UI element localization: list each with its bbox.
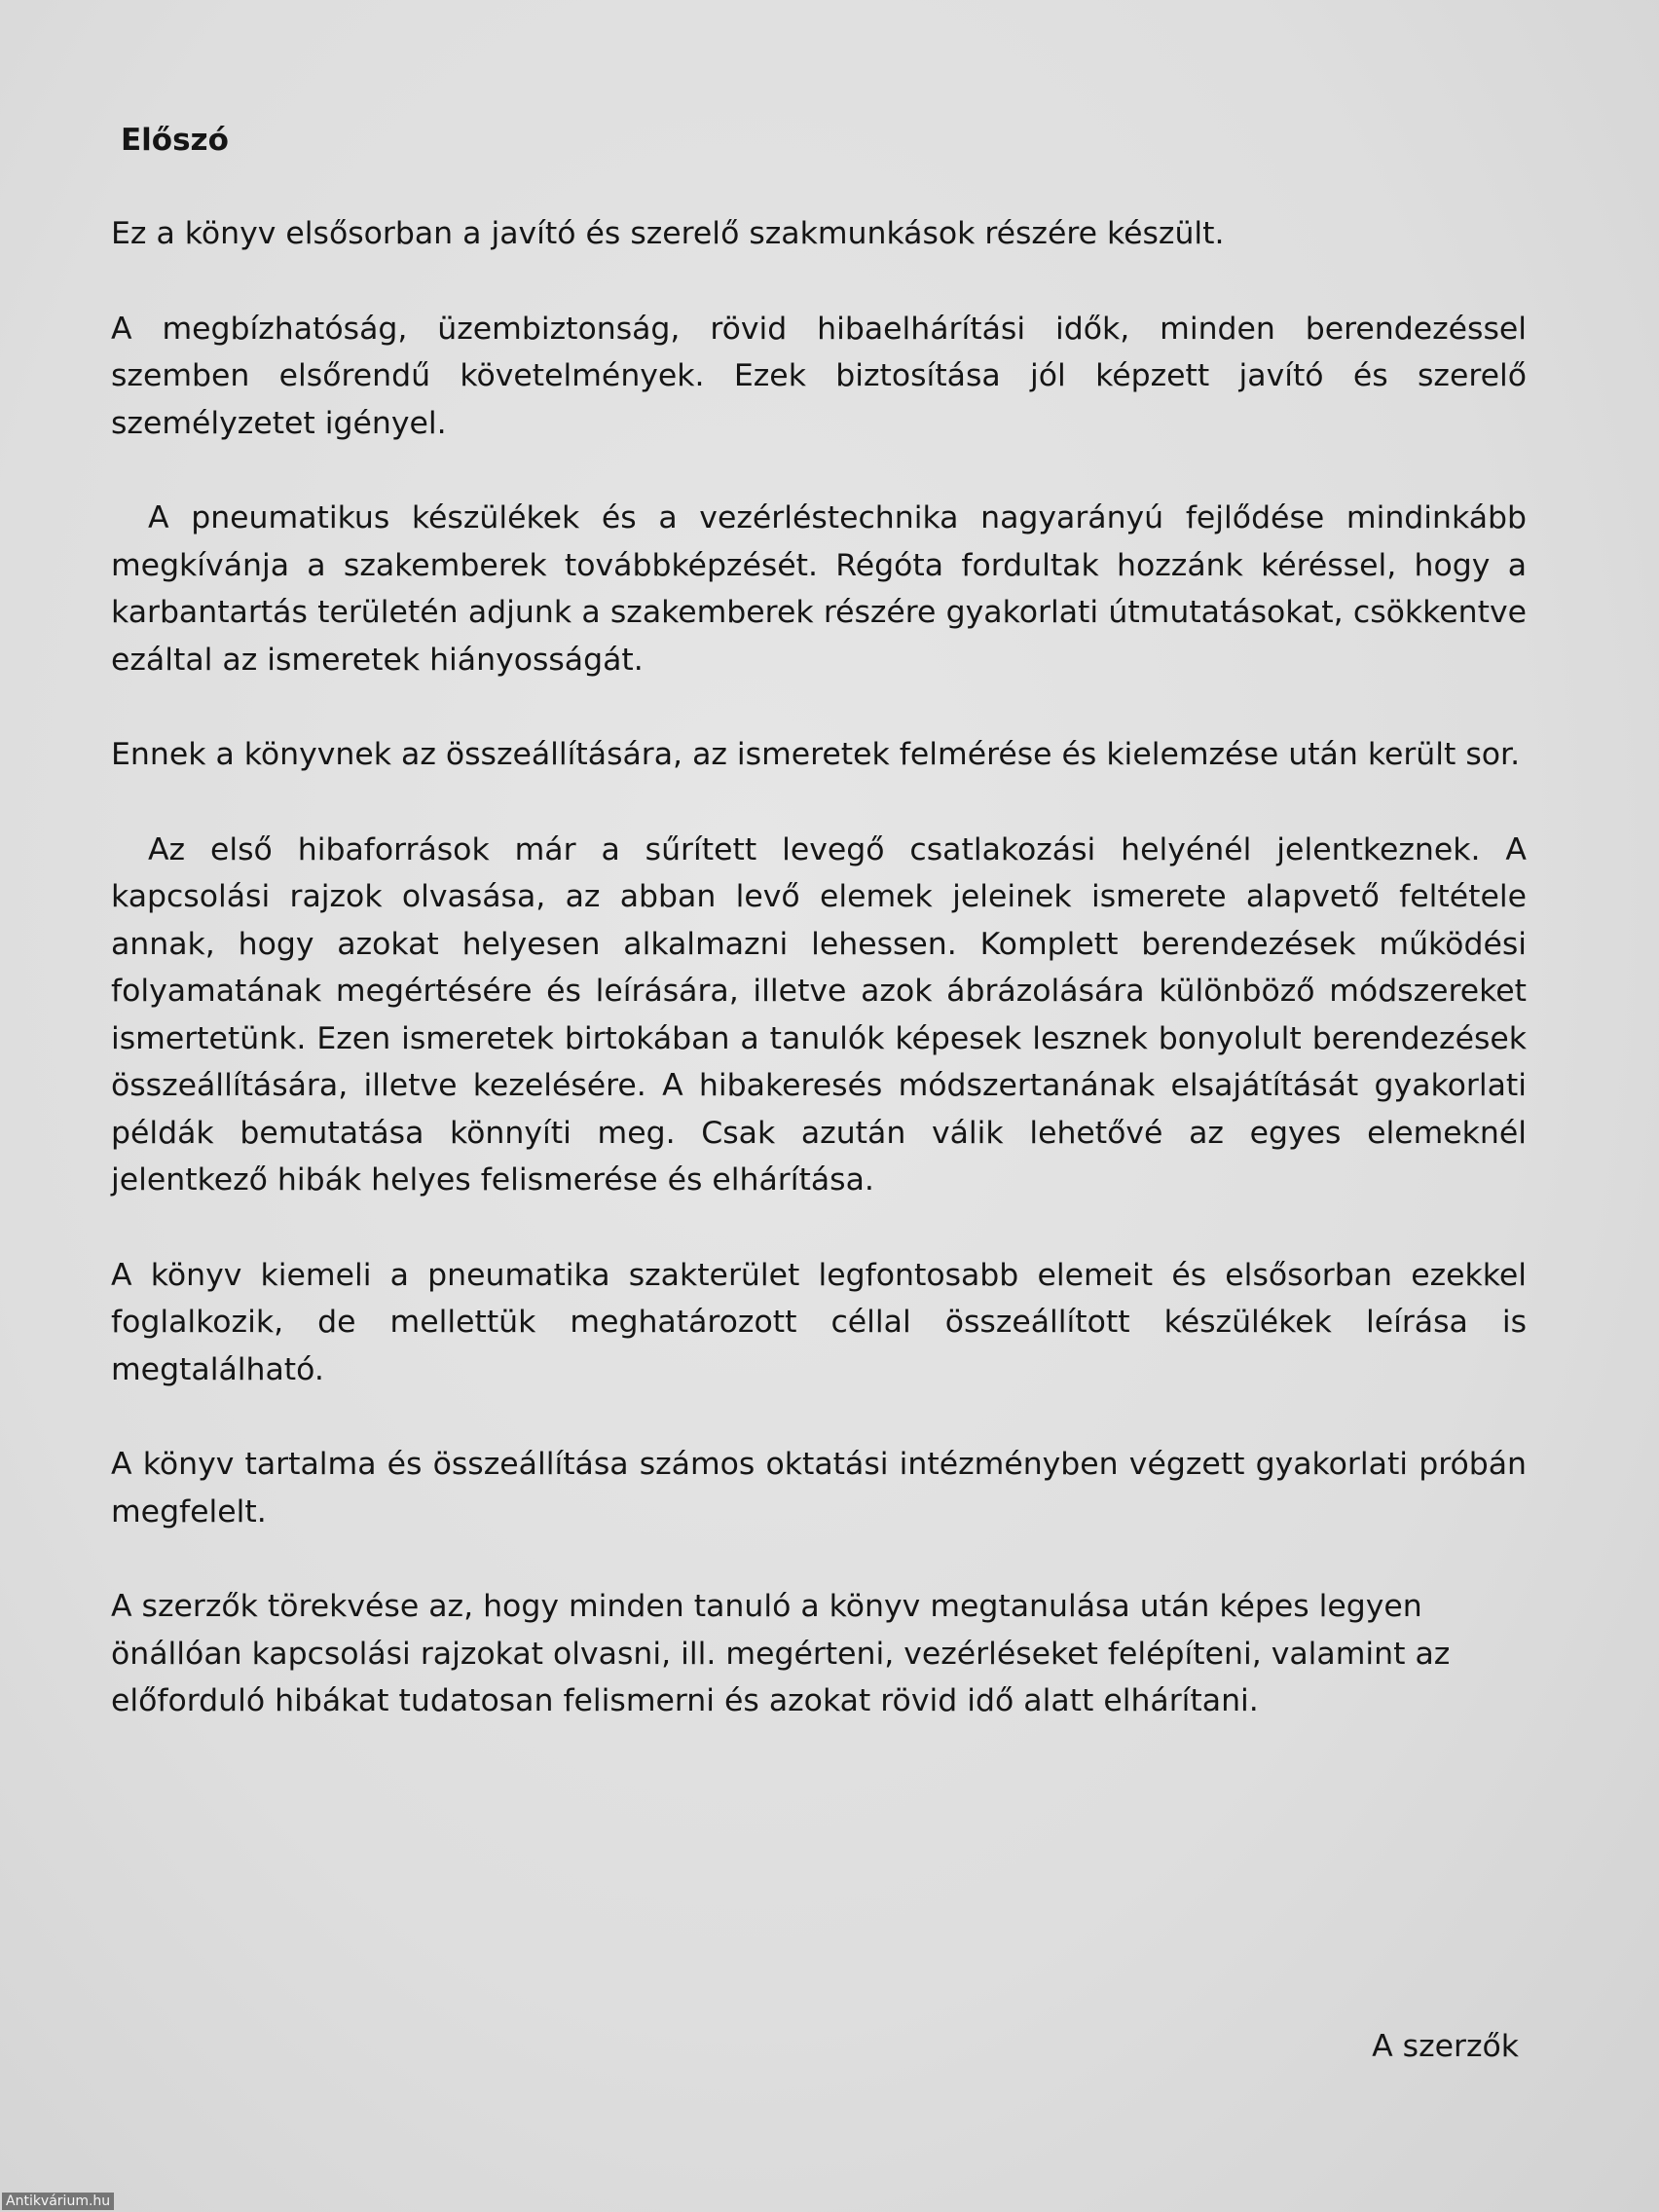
paragraph-4: Ennek a könyvnek az összeállítására, az ismeretek felmérése és kielemzése után került sor. [111, 737, 1521, 772]
watermark-text: Antikvárium.hu [2, 2193, 114, 2210]
paragraph-6: A könyv kiemeli a pneumatika szakterület legfontosabb elemeit és elsősorban ezekkel foglalkozik, de mellettük meghatározott céllal összeállított készülékek leírása is megtalálható. [111, 1257, 1527, 1387]
paragraph-1: Ez a könyv elsősorban a javító és szerelő szakmunkások részére készült. [111, 216, 1225, 251]
foreword-page [111, 121, 1527, 1773]
paragraph-7: A könyv tartalma és összeállítása számos oktatási intézményben végzett gyakorlati próbán megfelelt. [111, 1447, 1527, 1530]
page-title: Előszó [121, 123, 229, 158]
paragraph-8: A szerzők törekvése az, hogy minden tanuló a könyv megtanulása után képes legyen önállóan kapcsolási rajzokat olvasni, ill. megérteni, vezérléseket felépíteni, valamint az előforduló hibákat tudatosan felismerni és azokat rövid idő alatt elhárítani. [111, 1589, 1451, 1718]
paragraph-2: A megbízhatóság, üzembiztonság, rövid hibaelhárítási idők, minden berendezéssel szemben elsőrendű követelmények. Ezek biztosítása jól képzett javító és szerelő személyzetet igényel. [111, 311, 1527, 441]
paragraph-5: Az első hibaforrások már a sűrített levegő csatlakozási helyénél jelentkeznek. A kapcsolási rajzok olvasása, az abban levő elemek jeleinek ismerete alapvető feltétele annak, hogy azokat helyesen alkalmazni lehessen. Komplett berendezések működési folyamatának megértésére és leírására, illetve azok ábrázolására különböző módszereket ismertetünk. Ezen ismeretek birtokában a tanulók képesek lesznek bonyolult berendezések összeállítására, illetve kezelésére. A hibakeresés módszertanának elsajátítását gyakorlati példák bemutatása könnyíti meg. Csak azután válik lehetővé az egyes elemeknél jelentkező hibák helyes felismerése és elhárítása. [111, 831, 1527, 1198]
paragraph-3: A pneumatikus készülékek és a vezérléstechnika nagyarányú fejlődése mindinkább megkívánja a szakemberek továbbképzését. Régóta fordultak hozzánk kéréssel, hogy a karbantartás területén adjunk a szakemberek részére gyakorlati útmutatásokat, csökkentve ezáltal az ismeretek hiányosságát. [111, 500, 1527, 678]
signature: A szerzők [1372, 2029, 1519, 2064]
